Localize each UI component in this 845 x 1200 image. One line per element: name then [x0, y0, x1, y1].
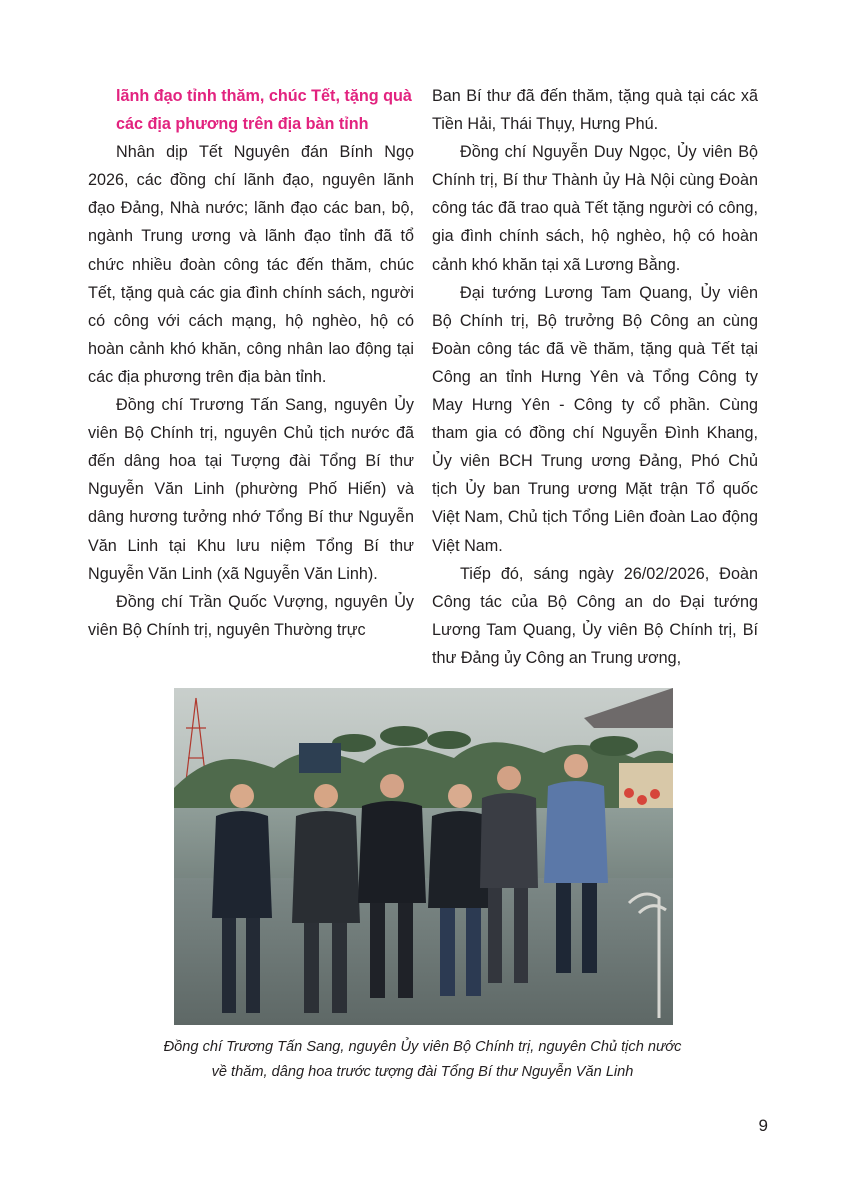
body-paragraph: Đồng chí Trần Quốc Vượng, nguyên Ủy viên Bộ Chính trị, nguyên Thường trực [88, 592, 414, 639]
section-heading-line-1: lãnh đạo tỉnh thăm, chúc Tết, tặng quà [116, 87, 412, 105]
right-text-column [432, 82, 758, 672]
body-paragraph: Đại tướng Lương Tam Quang, Ủy viên Bộ Chính trị, Bộ trưởng Bộ Công an cùng Đoàn công tác đã về thăm, tặng quà Tết tại Công an tỉnh Hưng Yên và Tổng Công ty May Hưng Yên - Công ty cổ phần. Cùng tham gia có đồng chí Nguyễn Đình Khang, Ủy viên BCH Trung ương Đảng, Phó Chủ tịch Ủy ban Trung ương Mặt trận Tổ quốc Việt Nam, Chủ tịch Tổng Liên đoàn Lao động Việt Nam. [432, 283, 758, 555]
photo-illustration [174, 688, 673, 1025]
body-paragraph: Đồng chí Nguyễn Duy Ngọc, Ủy viên Bộ Chính trị, Bí thư Thành ủy Hà Nội cùng Đoàn công tác đã trao quà Tết tặng người có công, gia đình chính sách, hộ nghèo, hộ có hoàn cảnh khó khăn tại xã Lương Bằng. [432, 143, 758, 274]
news-photo [174, 688, 673, 1025]
photo-caption [100, 1035, 745, 1085]
body-paragraph-continuation: Ban Bí thư đã đến thăm, tặng quà tại các xã Tiền Hải, Thái Thụy, Hưng Phú. [432, 87, 758, 134]
caption-line-2: về thăm, dâng hoa trước tượng đài Tổng Bí thư Nguyễn Văn Linh [211, 1064, 634, 1080]
caption-line-1: Đồng chí Trương Tấn Sang, nguyên Ủy viên Bộ Chính trị, nguyên Chủ tịch nước [163, 1039, 682, 1055]
page-number: 9 [758, 1116, 768, 1135]
section-heading-line-2: các địa phương trên địa bàn tỉnh [116, 115, 369, 134]
body-paragraph: Nhân dịp Tết Nguyên đán Bính Ngọ 2026, các đồng chí lãnh đạo, nguyên lãnh đạo Đảng, Nhà nước; lãnh đạo các ban, bộ, ngành Trung ương và lãnh đạo tỉnh đã tổ chức nhiều đoàn công tác đến thăm, chúc Tết, tặng quà các gia đình chính sách, người có công với cách mạng, hộ nghèo, hộ có hoàn cảnh khó khăn, công nhân lao động tại các địa phương trên địa bàn tỉnh. [88, 143, 414, 386]
left-text-column [88, 82, 414, 644]
body-paragraph: Đồng chí Trương Tấn Sang, nguyên Ủy viên Bộ Chính trị, nguyên Chủ tịch nước đã đến dâng hoa tại Tượng đài Tổng Bí thư Nguyễn Văn Linh (phường Phố Hiến) và dâng hương tưởng nhớ Tổng Bí thư Nguyễn Văn Linh tại Khu lưu niệm Tổng Bí thư Nguyễn Văn Linh (xã Nguyễn Văn Linh). [88, 396, 414, 583]
body-paragraph: Tiếp đó, sáng ngày 26/02/2026, Đoàn Công tác của Bộ Công an do Đại tướng Lương Tam Quang, Ủy viên Bộ Chính trị, Bí thư Đảng ủy Công an Trung ương, [432, 564, 758, 667]
